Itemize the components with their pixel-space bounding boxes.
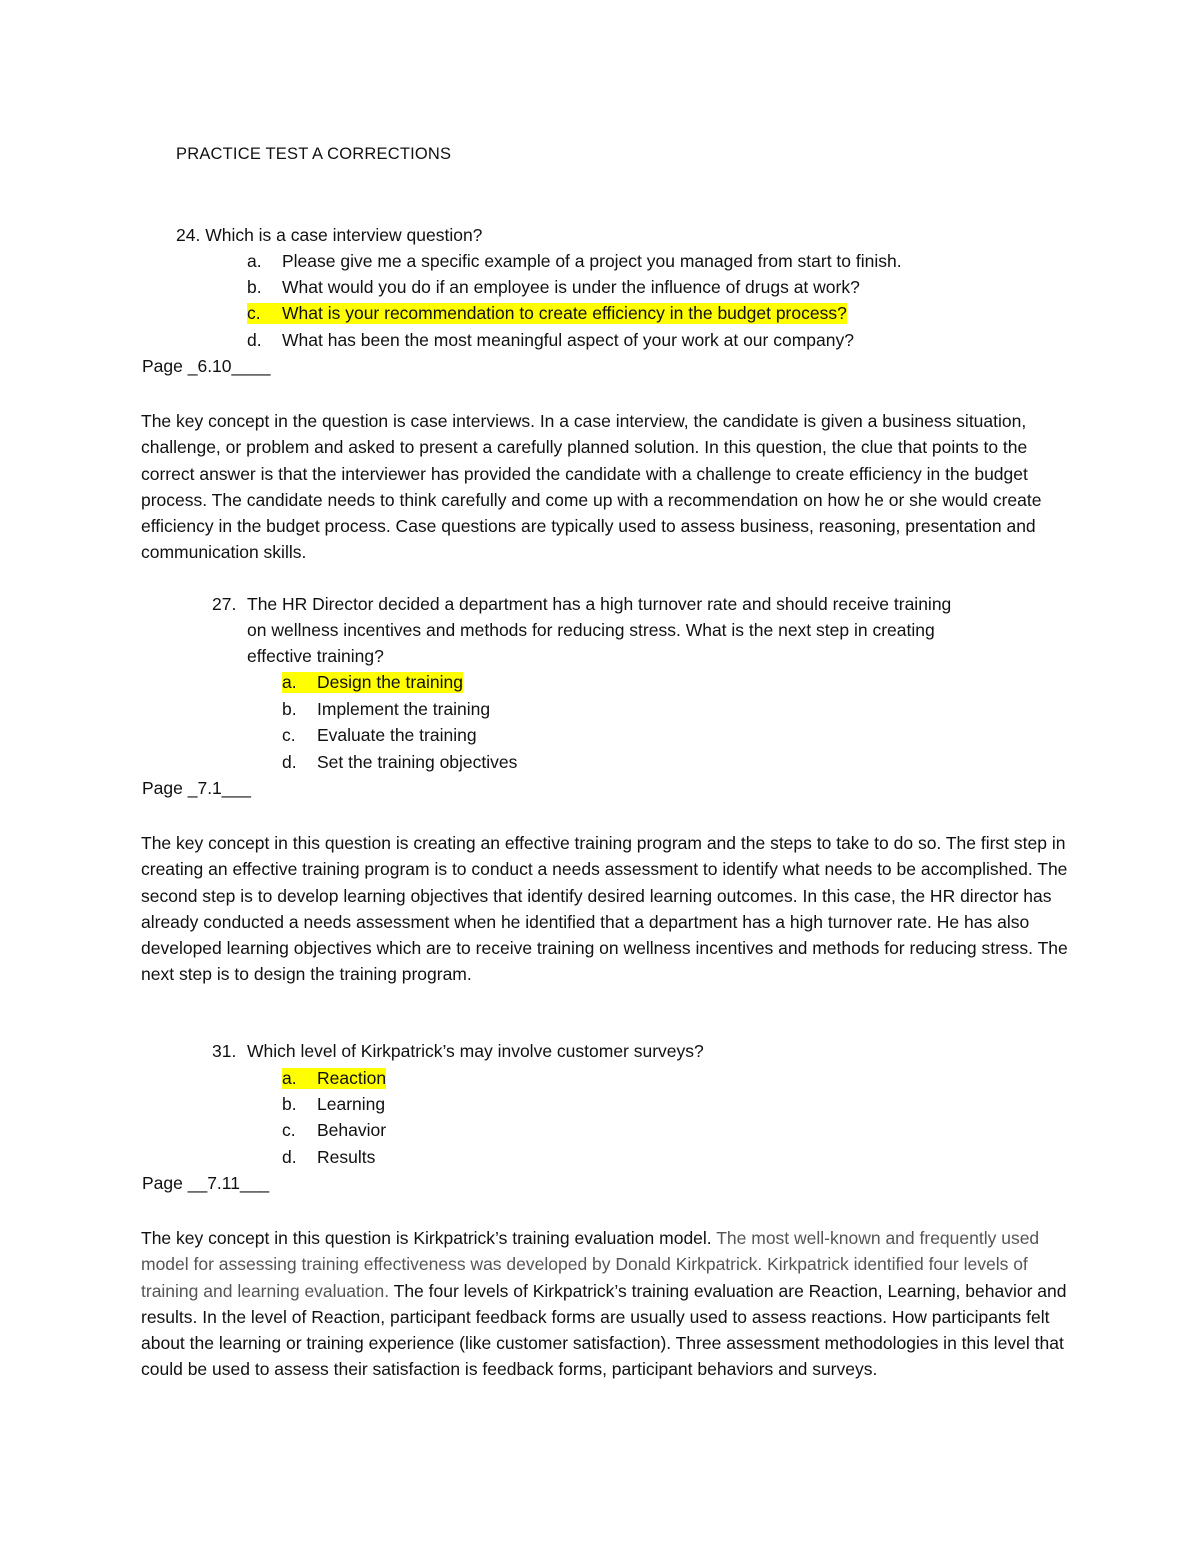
option-letter: b. [282,1094,297,1114]
option-letter: c. [247,303,261,323]
option-text: Set the training objectives [317,752,518,772]
q27-option-c [282,725,477,746]
option-letter: d. [282,1147,297,1167]
option-text: Behavior [317,1120,387,1140]
option-text: Implement the training [317,699,491,719]
q31-option-c [282,1120,386,1141]
option-text: Results [317,1147,376,1167]
option-letter: c. [282,725,296,745]
option-text: Evaluate the training [317,725,477,745]
option-letter: c. [282,1120,296,1140]
q31-explanation-part-2: The most well-known and frequently used model for assessing training effectiveness was developed by Donald Kirkpatrick. Kirkpatrick identified four levels of training and learning evaluation. [141,1228,1040,1301]
option-letter: a. [247,251,262,271]
question-31-number: 31. [212,1041,237,1061]
option-letter: b. [247,277,262,297]
q24-option-a [247,251,902,272]
option-text: Learning [317,1094,386,1114]
option-text: What has been the most meaningful aspect of your work at our company? [282,330,854,350]
q31-page-reference: Page __7.11___ [142,1173,270,1193]
q31-option-d [282,1147,375,1168]
q27-page-reference: Page _7.1___ [142,778,251,798]
q27-option-d [282,752,517,773]
q31-explanation-part-1: The key concept in this question is Kirkpatrick’s training evaluation model. [141,1228,712,1248]
question-27-line-2: on wellness incentives and methods for reducing stress. What is the next step in creating [247,620,935,640]
option-text: Reaction [317,1068,387,1088]
question-27-number: 27. [212,594,237,614]
q27-option-b [282,699,490,720]
q24-option-d [247,330,854,351]
q31-option-b [282,1094,385,1115]
q27-option-a-correct [282,672,463,693]
q27-explanation: The key concept in this question is creating an effective training program and the steps to take to do so. The first step in creating an effective training program is to conduct a needs assessment to identify what needs to be accomplished. The second step is to develop learning objectives that identify desired learning outcomes. In this case, the HR director has already conducted a needs assessment when he identified that a department has a high turnover rate. He has also developed learning objectives which are to receive training on wellness incentives and methods for reducing stress. The next step is to design the training program. [141,833,1068,985]
q31-explanation-part-3: The four levels of Kirkpatrick’s training evaluation are Reaction, Learning, behavior and results. In the level of Reaction, participant feedback forms are usually used to assess reactions. How participants felt about the learning or training experience (like customer satisfaction). Three assessment methodologies in this level that could be used to assess their satisfaction is feedback forms, participant behaviors and surveys. [141,1280,1067,1380]
page-title: PRACTICE TEST A CORRECTIONS [176,145,452,163]
question-27-line-1: The HR Director decided a department has a high turnover rate and should receive training [247,594,952,614]
question-27-line-3: effective training? [247,646,384,666]
q24-explanation: The key concept in the question is case interviews. In a case interview, the candidate is given a business situation, challenge, or problem and asked to present a carefully planned solution. In this question, the clue that points to the correct answer is that the interviewer has provided the candidate with a challenge to create efficiency in the budget process. The candidate needs to think carefully and come up with a recommendation on how he or she would create efficiency in the budget process. Case questions are typically used to assess business, reasoning, presentation and communication skills. [141,411,1042,563]
q24-option-b [247,277,860,298]
option-letter: d. [282,752,297,772]
option-letter: a. [282,672,297,692]
question-31-line-1: Which level of Kirkpatrick’s may involve customer surveys? [247,1041,704,1061]
option-letter: b. [282,699,297,719]
q24-page-reference: Page _6.10____ [142,356,271,376]
option-text: What is your recommendation to create efficiency in the budget process? [282,303,847,323]
option-letter: a. [282,1068,297,1088]
option-text: Design the training [317,672,463,692]
option-letter: d. [247,330,262,350]
question-24: 24. Which is a case interview question? [176,225,483,245]
option-text: What would you do if an employee is under the influence of drugs at work? [282,277,860,297]
q24-option-c-correct [247,303,847,324]
q31-option-a-correct [282,1068,386,1089]
q31-explanation [141,1225,1081,1383]
option-text: Please give me a specific example of a project you managed from start to finish. [282,251,902,271]
